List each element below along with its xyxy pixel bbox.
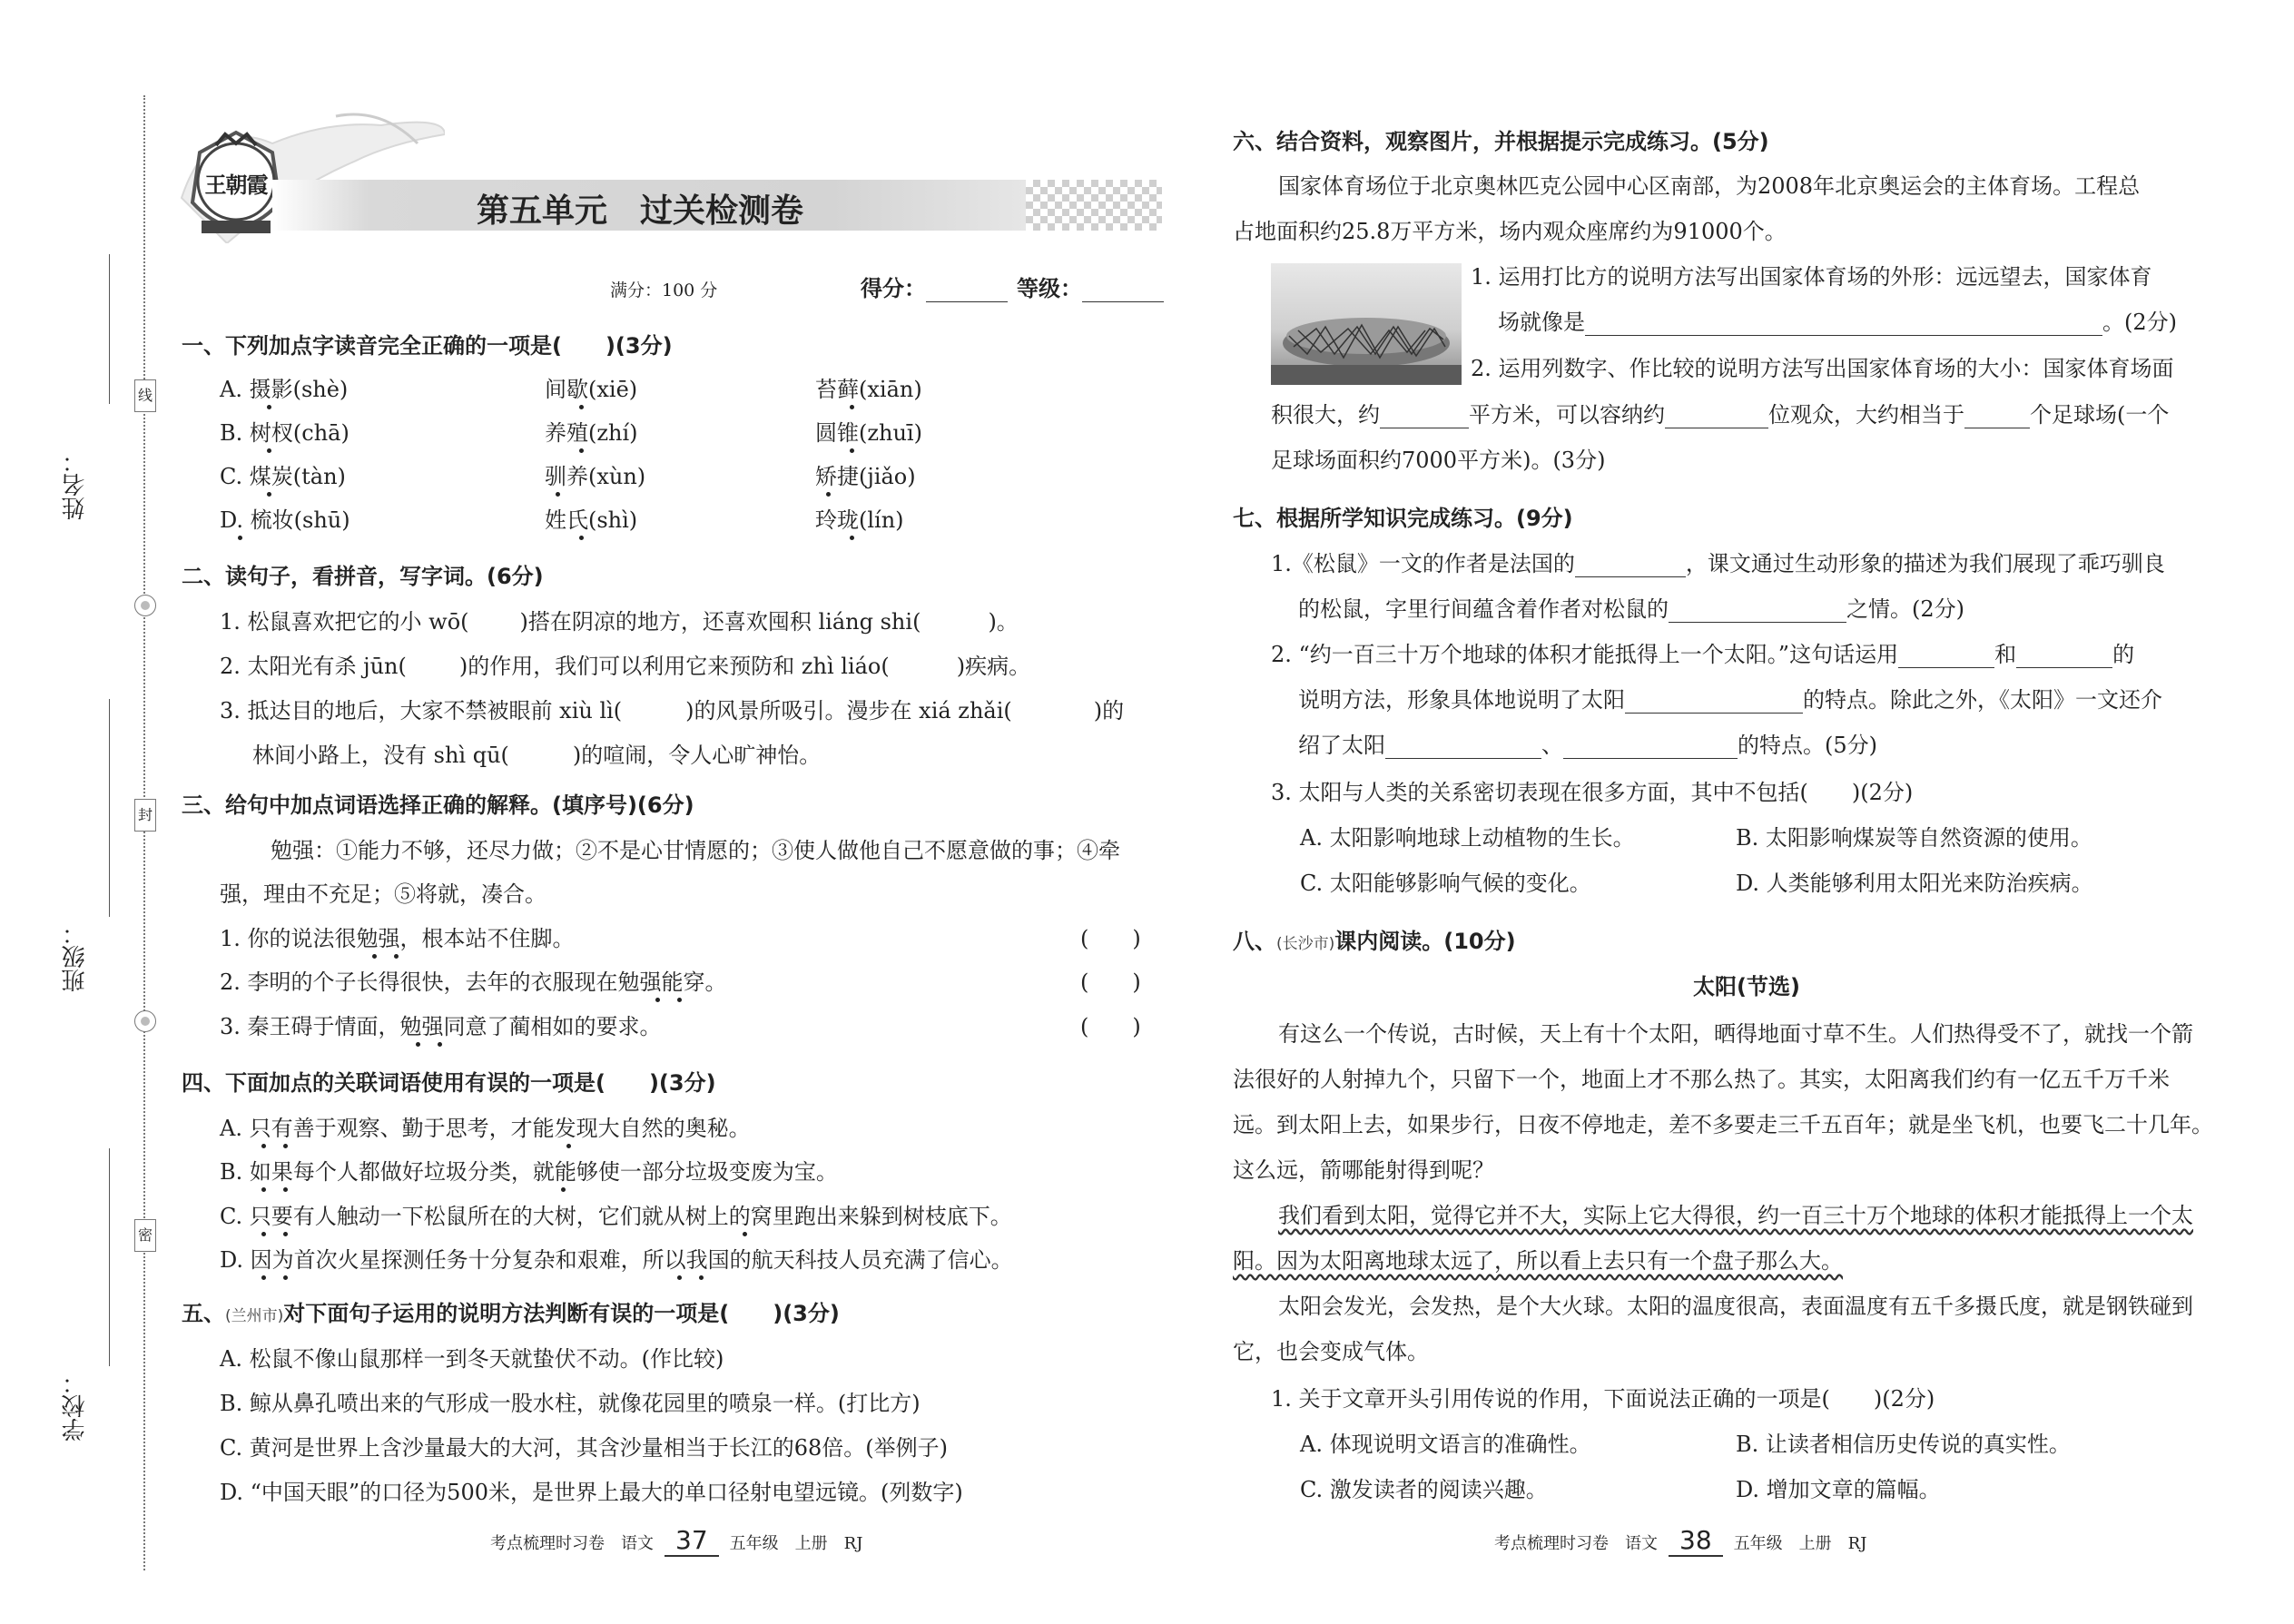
option-4a: A. 只有善于观察、勤于思考，才能发现大自然的奥秘。 bbox=[220, 1116, 751, 1141]
answer-blank[interactable] bbox=[1385, 736, 1541, 759]
option-5d: D. “中国天眼”的口径为500米，是世界上最大的单口径射电望远镜。(列数字) bbox=[220, 1480, 963, 1505]
passage-line-1: 有这么一个传说，古时候，天上有十个太阳，晒得地面寸草不生。人们热得受不了，就找一个箭 bbox=[1278, 1021, 2193, 1047]
question-8-1: 1. 关于文章开头引用传说的作用，下面说法正确的一项是( )(2分) bbox=[1271, 1386, 1935, 1412]
option-7b: B. 太阳影响煤炭等自然资源的使用。 bbox=[1736, 825, 2092, 851]
checker-decoration bbox=[1026, 180, 1162, 231]
seal-mark-line: 线 bbox=[134, 379, 156, 412]
question-2-2: 2. 太阳光有杀 jūn( )的作用，我们可以利用它来预防和 zhì liáo( )疾病。 bbox=[220, 654, 1031, 679]
question-6-2-cont: 积很大，约 平方米，可以容纳约 位观众，大约相当于 个足球场(一个 bbox=[1271, 402, 2170, 428]
option-1c-3: 矫捷(jiǎo) bbox=[815, 464, 916, 489]
option-7a: A. 太阳影响地球上动植物的生长。 bbox=[1300, 825, 1635, 851]
question-7-3: 3. 太阳与人类的关系密切表现在很多方面，其中不包括( )(2分) bbox=[1271, 780, 1914, 805]
section-8-title: 八、(长沙市)课内阅读。(10分) bbox=[1233, 929, 1516, 954]
emphasis-dot bbox=[579, 536, 584, 540]
passage-title: 太阳(节选) bbox=[1693, 974, 1800, 999]
option-8b: B. 让读者相信历史传说的真实性。 bbox=[1736, 1432, 2071, 1457]
emphasis-dot bbox=[556, 492, 560, 497]
question-2-1: 1. 松鼠喜欢把它的小 wō( )搭在阴凉的地方，还喜欢囤积 liáng shi( )。 bbox=[220, 609, 1019, 635]
page-number: 37 bbox=[665, 1525, 719, 1557]
stadium-photo bbox=[1271, 263, 1462, 385]
full-score: 满分：100 分 bbox=[610, 281, 718, 300]
question-3-3: 3. 秦王碍于情面，勉强同意了蔺相如的要求。 bbox=[220, 1014, 662, 1039]
wavy-phrase: 阳。因为太阳离地球太远了，所以看上去只有一个盘子那么大。 bbox=[1233, 1248, 1843, 1274]
emphasis-dot bbox=[283, 1275, 288, 1280]
option-1d-1: D. 梳妆(shū) bbox=[220, 507, 350, 533]
passage-line-3: 远。到太阳上去，如果步行，日夜不停地走，差不多要走三千五百年；就是坐飞机，也要飞二十几年。 bbox=[1233, 1112, 2213, 1137]
question-7-2: 2. “约一百三十万个地球的体积才能抵得上一个太阳。”这句话运用 和 的 bbox=[1271, 642, 2135, 667]
option-7c: C. 太阳能够影响气候的变化。 bbox=[1300, 871, 1591, 896]
section-6-title: 六、结合资料，观察图片，并根据提示完成练习。(5分) bbox=[1233, 129, 1769, 154]
emphasis-dot bbox=[238, 536, 242, 540]
answer-paren[interactable]: ( ) bbox=[1080, 926, 1141, 951]
passage-line-8: 它，也会变成气体。 bbox=[1233, 1339, 1429, 1364]
passage-line-2: 法很好的人射掉九个，只留下一个，地面上才不那么热了。其实，太阳离我们约有一亿五千万千米 bbox=[1233, 1067, 2170, 1092]
answer-paren[interactable]: ( ) bbox=[1080, 1014, 1141, 1039]
question-7-1-cont: 的松鼠，字里行间蕴含着作者对松鼠的 之情。(2分) bbox=[1298, 596, 1964, 622]
left-footer: 考点梳理时习卷 语文 37 五年级 上册 RJ bbox=[490, 1525, 863, 1555]
question-3-1: 1. 你的说法很勉强，根本站不住脚。 bbox=[220, 926, 575, 951]
question-6-2: 2. 运用列数字、作比较的说明方法写出国家体育场的大小：国家体育场面 bbox=[1471, 356, 2174, 381]
question-7-1: 1.《松鼠》一文的作者是法国的 ，课文通过生动形象的描述为我们展现了乖巧驯良 bbox=[1271, 551, 2165, 576]
seal-mark-seal: 封 bbox=[134, 799, 156, 832]
answer-paren[interactable]: ( ) bbox=[1080, 969, 1141, 995]
emphasis-dot bbox=[677, 998, 682, 1002]
emphasis-dot bbox=[579, 405, 584, 409]
option-1c-2: 驯养(xùn) bbox=[545, 464, 646, 489]
binding-dotted-line bbox=[143, 95, 145, 1570]
option-4c: C. 只要有人触动一下松鼠所在的大树，它们就从树上的窝里跑出来躲到树枝底下。 bbox=[220, 1204, 1012, 1229]
emphasis-dot bbox=[655, 998, 660, 1002]
grade-field[interactable]: 等级： bbox=[1017, 275, 1164, 302]
option-8c: C. 激发读者的阅读兴趣。 bbox=[1300, 1477, 1548, 1502]
score-field[interactable]: 得分： bbox=[861, 275, 1008, 302]
question-6-2-cont2: 足球场面积约7000平方米)。(3分) bbox=[1271, 448, 1606, 473]
passage-line-5: 我们看到太阳，觉得它并不大，实际上它大得很，约一百三十万个地球的体积才能抵得上一个太 bbox=[1278, 1203, 2193, 1228]
name-write-line bbox=[109, 254, 110, 404]
passage-line-4: 这么远，箭哪能射得到呢？ bbox=[1233, 1157, 1494, 1183]
emphasis-dot bbox=[438, 1042, 442, 1047]
emphasis-dot bbox=[283, 1187, 288, 1192]
name-label: 姓名： bbox=[62, 449, 89, 520]
school-write-line bbox=[109, 1148, 110, 1366]
section-2-title: 二、读句子，看拼音，写字词。(6分) bbox=[182, 564, 544, 589]
option-1d-2: 姓氏(shì) bbox=[545, 507, 638, 533]
emphasis-dot bbox=[372, 954, 377, 959]
section-7-title: 七、根据所学知识完成练习。(9分) bbox=[1233, 506, 1573, 531]
question-2-3: 3. 抵达目的地后，大家不禁被眼前 xiù lì( )的风景所吸引。漫步在 xiá zhǎi( )的 bbox=[220, 698, 1125, 723]
answer-blank[interactable] bbox=[1380, 406, 1469, 428]
section-1-title: 一、下列加点字读音完全正确的一项是( )(3分) bbox=[182, 333, 673, 359]
region-tag: (兰州市) bbox=[225, 1307, 284, 1325]
emphasis-dot bbox=[699, 1275, 704, 1280]
definition-line-2: 强，理由不充足；⑤将就，凑合。 bbox=[220, 881, 546, 907]
emphasis-dot bbox=[267, 405, 271, 409]
page-title: 第五单元 过关检测卷 bbox=[477, 192, 804, 230]
definition-line-1: 勉强：①能力不够，还尽力做；②不是心甘情愿的；③使人做他自己不愿意做的事；④牵 bbox=[271, 838, 1120, 863]
section-4-title: 四、下面加点的关联词语使用有误的一项是( )(3分) bbox=[182, 1070, 716, 1096]
passage-6-line-1: 国家体育场位于北京奥林匹克公园中心区南部，为2008年北京奥运会的主体育场。工程总 bbox=[1278, 173, 2141, 199]
emphasis-dot bbox=[261, 1187, 266, 1192]
question-7-2-cont: 说明方法，形象具体地说明了太阳 的特点。除此之外，《太阳》一文还介 bbox=[1298, 687, 2162, 713]
binding-hole-icon bbox=[134, 595, 156, 616]
class-write-line bbox=[109, 699, 110, 917]
emphasis-dot bbox=[561, 1187, 566, 1192]
passage-line-6 bbox=[1233, 1247, 1843, 1275]
page-number: 38 bbox=[1669, 1525, 1723, 1557]
answer-blank[interactable] bbox=[1898, 645, 1994, 668]
answer-blank[interactable] bbox=[2016, 645, 2112, 668]
option-1b-1: B. 树杈(chā) bbox=[220, 420, 350, 446]
option-4d: D. 因为首次火星探测任务十分复杂和艰难，所以我国的航天科技人员充满了信心。 bbox=[220, 1247, 1013, 1273]
emphasis-dot bbox=[416, 1042, 420, 1047]
emphasis-dot bbox=[394, 954, 399, 959]
option-7d: D. 人类能够利用太阳光来防治疾病。 bbox=[1736, 871, 2093, 896]
option-1a-1: A. 摄影(shè) bbox=[220, 377, 349, 402]
emphasis-dot bbox=[826, 492, 831, 497]
answer-blank[interactable] bbox=[1575, 555, 1686, 577]
emphasis-dot bbox=[743, 1232, 747, 1236]
option-4b: B. 如果每个人都做好垃圾分类，就能够使一部分垃圾变废为宝。 bbox=[220, 1159, 838, 1185]
answer-blank[interactable] bbox=[1665, 406, 1768, 428]
right-footer: 考点梳理时习卷 语文 38 五年级 上册 RJ bbox=[1494, 1525, 1867, 1555]
option-1c-1: C. 煤炭(tàn) bbox=[220, 464, 346, 489]
answer-blank[interactable] bbox=[1964, 406, 2030, 428]
emphasis-dot bbox=[261, 1232, 266, 1236]
class-label: 班级： bbox=[62, 921, 89, 992]
question-3-2: 2. 李明的个子长得很快，去年的衣服现在勉强能穿。 bbox=[220, 969, 727, 995]
answer-blank[interactable] bbox=[1669, 600, 1846, 623]
emphasis-dot bbox=[267, 448, 271, 453]
binding-hole-icon bbox=[134, 1010, 156, 1032]
emphasis-dot bbox=[850, 536, 854, 540]
emphasis-dot bbox=[579, 448, 584, 453]
option-1a-3: 苔藓(xiān) bbox=[815, 377, 922, 402]
school-label: 学校： bbox=[62, 1371, 89, 1442]
emphasis-dot bbox=[261, 1275, 266, 1280]
answer-blank[interactable] bbox=[1585, 313, 2102, 336]
option-5b: B. 鲸从鼻孔喷出来的气形成一股水柱，就像花园里的喷泉一样。(打比方) bbox=[220, 1391, 921, 1416]
emphasis-dot bbox=[283, 1232, 288, 1236]
option-1a-2: 间歇(xiē) bbox=[545, 377, 638, 402]
emphasis-dot bbox=[850, 405, 854, 409]
emphasis-dot bbox=[850, 448, 854, 453]
option-1b-3: 圆锥(zhuī) bbox=[815, 420, 922, 446]
question-2-3-cont: 林间小路上，没有 shì qū( )的喧闹，令人心旷神怡。 bbox=[252, 743, 822, 768]
emphasis-dot bbox=[566, 1144, 571, 1148]
answer-blank[interactable] bbox=[1625, 691, 1803, 714]
logo-text: 王朝霞 bbox=[204, 172, 268, 198]
passage-line-7: 太阳会发光，会发热，是个大火球。太阳的温度很高，表面温度有五千多摄氏度，就是钢铁碰到 bbox=[1278, 1294, 2193, 1319]
answer-blank[interactable] bbox=[1563, 736, 1738, 759]
option-5a: A. 松鼠不像山鼠那样一到冬天就蛰伏不动。(作比较) bbox=[220, 1346, 724, 1372]
option-1b-2: 养殖(zhí) bbox=[545, 420, 638, 446]
region-tag: (长沙市) bbox=[1276, 935, 1335, 953]
question-6-1: 1. 运用打比方的说明方法写出国家体育场的外形：远远望去，国家体育 bbox=[1471, 264, 2152, 290]
section-3-title: 三、给句中加点词语选择正确的解释。(填序号)(6分) bbox=[182, 792, 694, 818]
question-7-2-cont2: 绍了太阳 、 的特点。(5分) bbox=[1298, 733, 1877, 758]
emphasis-dot bbox=[261, 1144, 266, 1148]
emphasis-dot bbox=[283, 1144, 288, 1148]
option-8a: A. 体现说明文语言的准确性。 bbox=[1300, 1432, 1591, 1457]
emphasis-dot bbox=[267, 492, 271, 497]
passage-6-line-2: 占地面积约25.8万平方米，场内观众座席约为91000个。 bbox=[1233, 219, 1787, 244]
question-6-1-cont: 场就像是 。(2分) bbox=[1498, 310, 2177, 335]
section-5-title: 五、(兰州市)对下面句子运用的说明方法判断有误的一项是( )(3分) bbox=[182, 1301, 840, 1326]
option-8d: D. 增加文章的篇幅。 bbox=[1736, 1477, 1941, 1502]
emphasis-dot bbox=[677, 1275, 682, 1280]
option-5c: C. 黄河是世界上含沙量最大的大河，其含沙量相当于长江的68倍。(举例子) bbox=[220, 1435, 949, 1461]
seal-mark-secret: 密 bbox=[134, 1219, 156, 1252]
option-1d-3: 玲珑(lín) bbox=[815, 507, 904, 533]
